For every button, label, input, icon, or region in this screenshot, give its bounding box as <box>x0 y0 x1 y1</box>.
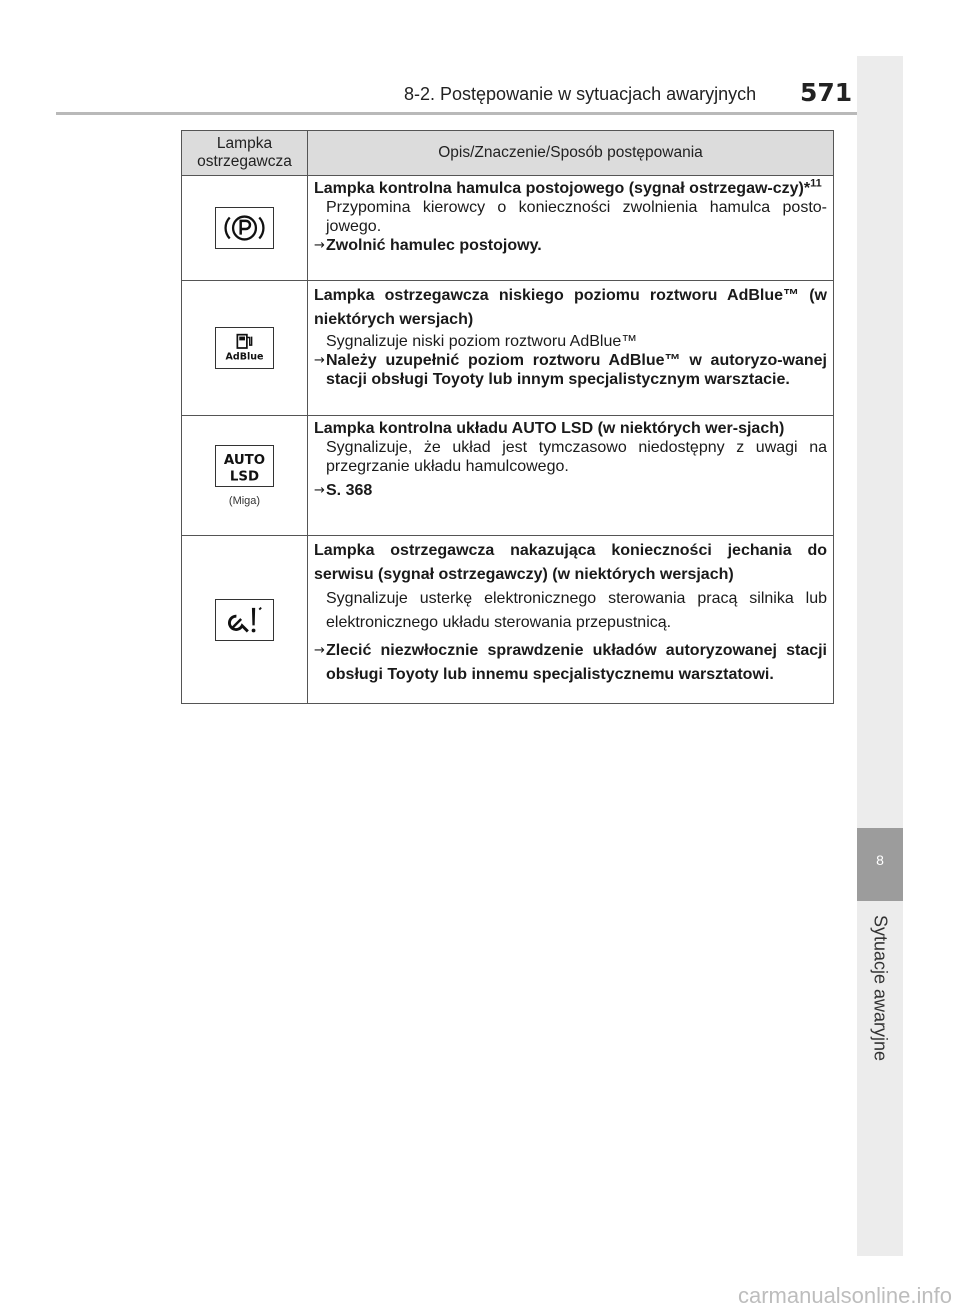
lamp-cell <box>182 416 308 536</box>
column-header-lamp: Lampka ostrzegawcza <box>182 131 308 176</box>
lamp-description: Przypomina kierowcy o konieczności zwolnienia hamulca posto-jowego. <box>326 199 827 235</box>
svg-text:AdBlue: AdBlue <box>225 351 264 363</box>
chapter-title: Sytuacje awaryjne <box>870 914 891 1062</box>
page-header <box>0 0 960 120</box>
description-cell <box>308 176 834 281</box>
watermark: carmanualsonline.info <box>737 1283 952 1308</box>
lamp-action: → Należy uzupełnić poziom roztworu AdBlue™ w autoryzo-wanej stacji obsługi Toyoty lub innym specjalistycznym warsztacie. <box>314 352 827 388</box>
warning-lights-table <box>181 130 834 704</box>
description-cell <box>308 416 834 536</box>
column-header-description: Opis/Znaczenie/Sposób postępowania <box>308 131 834 176</box>
lamp-title: Lampka kontrolna układu AUTO LSD (w niektórych wer-sjach) <box>314 420 785 437</box>
lamp-description: Sygnalizuje niski poziom roztworu AdBlue™ <box>326 333 638 350</box>
lamp-cell <box>182 536 308 704</box>
lamp-title: Lampka ostrzegawcza niskiego poziomu roztworu AdBlue™ (w niektórych wersjach) <box>314 287 827 328</box>
arrow-icon: → <box>314 643 325 658</box>
header-divider <box>56 112 903 115</box>
section-title: 8-2. Postępowanie w sytuacjach awaryjnych <box>404 84 757 104</box>
svg-text:AUTO: AUTO <box>223 452 266 468</box>
adblue-icon <box>215 327 274 369</box>
table-header-row <box>182 131 834 176</box>
description-cell <box>308 536 834 704</box>
arrow-icon: → <box>314 238 325 253</box>
lamp-action: → Zlecić niezwłocznie sprawdzenie układów autoryzowanej stacji obsługi Toyoty lub innemu specjalistycznemu warsztatowi. <box>314 639 827 687</box>
service-warning-icon <box>215 599 274 641</box>
table-row <box>182 281 834 416</box>
table-row <box>182 176 834 281</box>
lamp-cell <box>182 176 308 281</box>
arrow-icon: → <box>314 353 325 368</box>
lamp-description: Sygnalizuje usterkę elektronicznego sterowania pracą silnika lub elektronicznego układu sterowania przepustnicą. <box>326 590 827 631</box>
lamp-title: Lampka kontrolna hamulca postojowego (sygnał ostrzegaw-czy)*$^{11}$ <box>314 177 822 197</box>
lamp-action: → Zwolnić hamulec postojowy. <box>314 237 542 254</box>
lamp-description: Sygnalizuje, że układ jest tymczasowo niedostępny z uwagi na przegrzanie układu hamulcowego. <box>326 439 827 475</box>
auto-lsd-icon <box>215 445 274 487</box>
table-row <box>182 536 834 704</box>
svg-text:LSD: LSD <box>229 468 260 484</box>
chapter-number: 8 <box>876 852 884 868</box>
table-row <box>182 416 834 536</box>
description-cell <box>308 281 834 416</box>
blink-caption: (Miga) <box>228 494 261 507</box>
lamp-title: Lampka ostrzegawcza nakazująca konieczności jechania do serwisu (sygnał ostrzegawczy) (w niektórych wersjach) <box>314 542 827 583</box>
lamp-cell <box>182 281 308 416</box>
page-number: 571 <box>800 78 853 107</box>
chapter-sidebar <box>857 56 903 1256</box>
arrow-icon: → <box>314 483 325 498</box>
parking-brake-icon <box>215 207 274 249</box>
lamp-action: → S. 368 <box>314 482 373 499</box>
